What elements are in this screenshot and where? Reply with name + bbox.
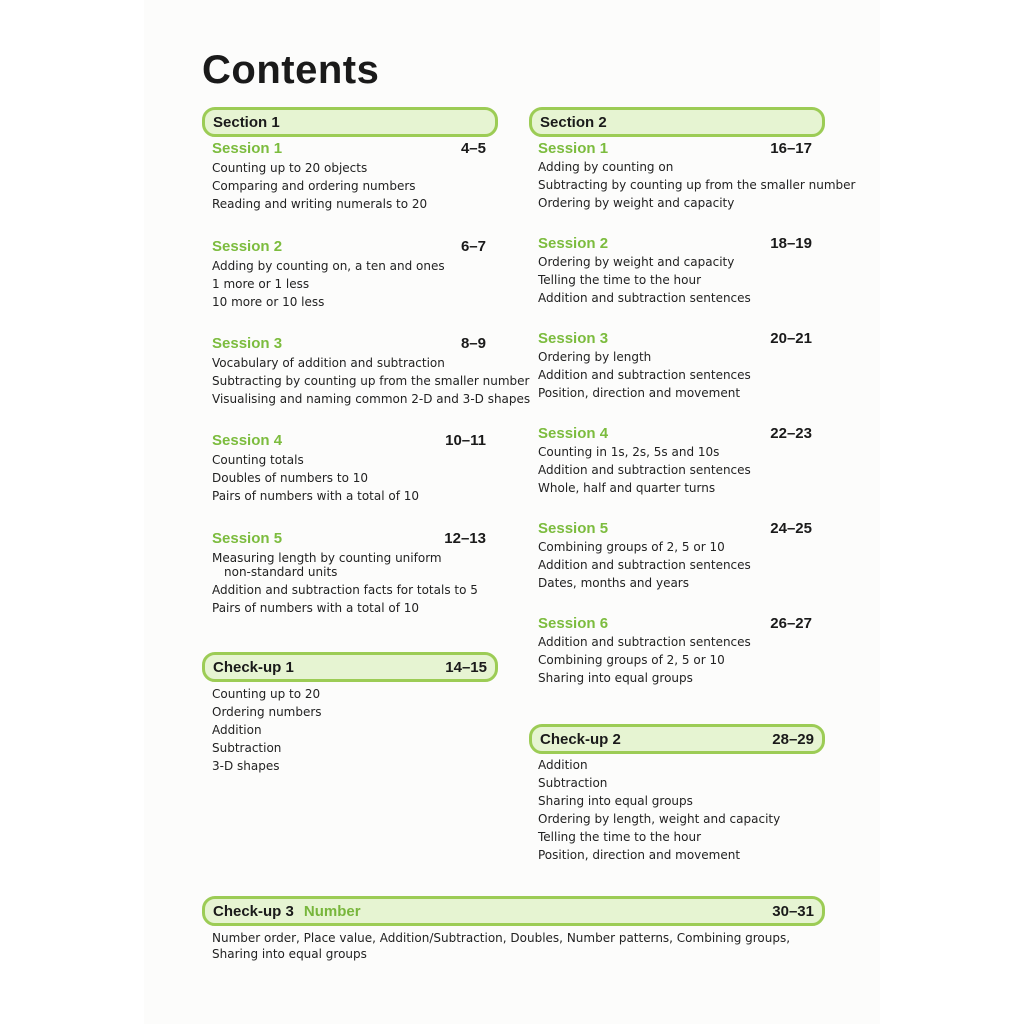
checkup-3-label: Check-up 3 bbox=[213, 902, 294, 920]
s2-session-5-pages: 24–25 bbox=[770, 520, 812, 537]
s2-session-5-items bbox=[538, 538, 751, 592]
s1-session-1-pages: 4–5 bbox=[460, 140, 486, 157]
s1-session-5-pages: 12–13 bbox=[444, 530, 486, 547]
checkup-2-pages: 28–29 bbox=[772, 730, 814, 748]
s1-session-4-title: Session 4 bbox=[212, 432, 283, 449]
list-item: Counting up to 20 objects bbox=[212, 161, 368, 175]
s1-session-4-pages: 10–11 bbox=[445, 432, 486, 449]
section-1-label: Section 1 bbox=[213, 113, 280, 131]
list-item: Subtraction bbox=[538, 776, 608, 790]
list-item: Sharing into equal groups bbox=[538, 671, 693, 685]
s2-session-4-items bbox=[538, 443, 751, 497]
list-item: Reading and writing numerals to 20 bbox=[212, 197, 428, 211]
list-item: 1 more or 1 less bbox=[212, 277, 310, 291]
list-item: Combining groups of 2, 5 or 10 bbox=[538, 653, 725, 667]
list-item: Subtracting by counting up from the smaller number bbox=[212, 374, 530, 388]
checkup-1-items bbox=[212, 685, 322, 775]
s1-session-5-title: Session 5 bbox=[212, 530, 283, 547]
list-item-continuation: non-standard units bbox=[224, 565, 338, 579]
list-item: Doubles of numbers to 10 bbox=[212, 471, 368, 485]
list-item: 3-D shapes bbox=[212, 759, 280, 773]
s2-session-1-title: Session 1 bbox=[538, 140, 609, 157]
checkup-3-pages: 30–31 bbox=[772, 902, 814, 920]
s1-session-1-items bbox=[212, 159, 427, 213]
list-item: Subtracting by counting up from the smaller number bbox=[538, 178, 856, 192]
s2-session-2-pages: 18–19 bbox=[770, 235, 812, 252]
page-title: Contents bbox=[202, 48, 380, 92]
s2-session-3-pages: 20–21 bbox=[770, 330, 812, 347]
list-item: Number order, Place value, Addition/Subtraction, Doubles, Number patterns, Combining groups, bbox=[212, 931, 791, 945]
list-item: Sharing into equal groups bbox=[212, 947, 367, 961]
s2-session-3-title: Session 3 bbox=[538, 330, 609, 347]
list-item: Visualising and naming common 2-D and 3-D shapes bbox=[212, 392, 531, 406]
list-item: Counting totals bbox=[212, 453, 304, 467]
s2-session-1-pages: 16–17 bbox=[770, 140, 812, 157]
list-item: 10 more or 10 less bbox=[212, 295, 325, 309]
checkup-2-header bbox=[529, 724, 825, 754]
list-item: Position, direction and movement bbox=[538, 386, 741, 400]
s2-session-4-pages: 22–23 bbox=[770, 425, 812, 442]
checkup-1-pages: 14–15 bbox=[445, 658, 487, 676]
s1-session-2-pages: 6–7 bbox=[460, 238, 486, 255]
list-item: Addition and subtraction sentences bbox=[538, 291, 751, 305]
list-item: Addition bbox=[212, 723, 262, 737]
list-item: Addition and subtraction sentences bbox=[538, 368, 751, 382]
s1-session-5-items bbox=[212, 549, 478, 617]
s1-session-1-title: Session 1 bbox=[212, 140, 283, 157]
list-item: Dates, months and years bbox=[538, 576, 689, 590]
s1-session-3-pages: 8–9 bbox=[460, 335, 486, 352]
section-2-header bbox=[529, 107, 825, 137]
list-item: Counting up to 20 bbox=[212, 687, 321, 701]
list-item: Pairs of numbers with a total of 10 bbox=[212, 601, 420, 615]
section-1-header bbox=[202, 107, 498, 137]
s1-session-2-title: Session 2 bbox=[212, 238, 283, 255]
s1-session-3-title: Session 3 bbox=[212, 335, 283, 352]
s1-session-4-items bbox=[212, 451, 419, 505]
list-item: Whole, half and quarter turns bbox=[538, 481, 716, 495]
checkup-3-header bbox=[202, 896, 825, 926]
s2-session-6-title: Session 6 bbox=[538, 615, 609, 632]
list-item: Addition and subtraction sentences bbox=[538, 635, 751, 649]
s2-session-6-pages: 26–27 bbox=[770, 615, 812, 632]
list-item: Adding by counting on, a ten and ones bbox=[212, 259, 445, 273]
list-item: Addition and subtraction facts for totals to 5 bbox=[212, 583, 478, 597]
s2-session-5-title: Session 5 bbox=[538, 520, 609, 537]
list-item: Vocabulary of addition and subtraction bbox=[212, 356, 445, 370]
list-item: Combining groups of 2, 5 or 10 bbox=[538, 540, 725, 554]
list-item: Sharing into equal groups bbox=[538, 794, 693, 808]
list-item: Addition bbox=[538, 758, 588, 772]
list-item: Ordering by weight and capacity bbox=[538, 196, 735, 210]
list-item: Telling the time to the hour bbox=[538, 273, 702, 287]
list-item: Measuring length by counting uniform bbox=[212, 551, 442, 565]
list-item: Pairs of numbers with a total of 10 bbox=[212, 489, 420, 503]
list-item: Ordering numbers bbox=[212, 705, 322, 719]
list-item: Ordering by length bbox=[538, 350, 652, 364]
checkup-3-label-group bbox=[213, 903, 361, 920]
s1-session-2-items bbox=[212, 257, 445, 311]
list-item: Addition and subtraction sentences bbox=[538, 558, 751, 572]
s2-session-1-items bbox=[538, 158, 855, 212]
s2-session-4-title: Session 4 bbox=[538, 425, 609, 442]
s2-session-2-items bbox=[538, 253, 751, 307]
checkup-1-label: Check-up 1 bbox=[213, 658, 294, 676]
checkup-3-sublabel: Number bbox=[303, 902, 361, 920]
list-item: Ordering by length, weight and capacity bbox=[538, 812, 781, 826]
s1-session-3-items bbox=[212, 354, 530, 408]
s2-session-3-items bbox=[538, 348, 751, 402]
section-2-label: Section 2 bbox=[540, 113, 607, 131]
list-item: Addition and subtraction sentences bbox=[538, 463, 751, 477]
list-item: Ordering by weight and capacity bbox=[538, 255, 735, 269]
list-item: Comparing and ordering numbers bbox=[212, 179, 416, 193]
list-item: Position, direction and movement bbox=[538, 848, 741, 862]
list-item: Subtraction bbox=[212, 741, 282, 755]
s2-session-6-items bbox=[538, 633, 751, 687]
checkup-2-items bbox=[538, 756, 780, 864]
list-item: Adding by counting on bbox=[538, 160, 674, 174]
checkup-1-header bbox=[202, 652, 498, 682]
list-item: Telling the time to the hour bbox=[538, 830, 702, 844]
checkup-2-label: Check-up 2 bbox=[540, 730, 621, 748]
s2-session-2-title: Session 2 bbox=[538, 235, 609, 252]
list-item: Counting in 1s, 2s, 5s and 10s bbox=[538, 445, 720, 459]
checkup-3-items bbox=[212, 930, 790, 962]
